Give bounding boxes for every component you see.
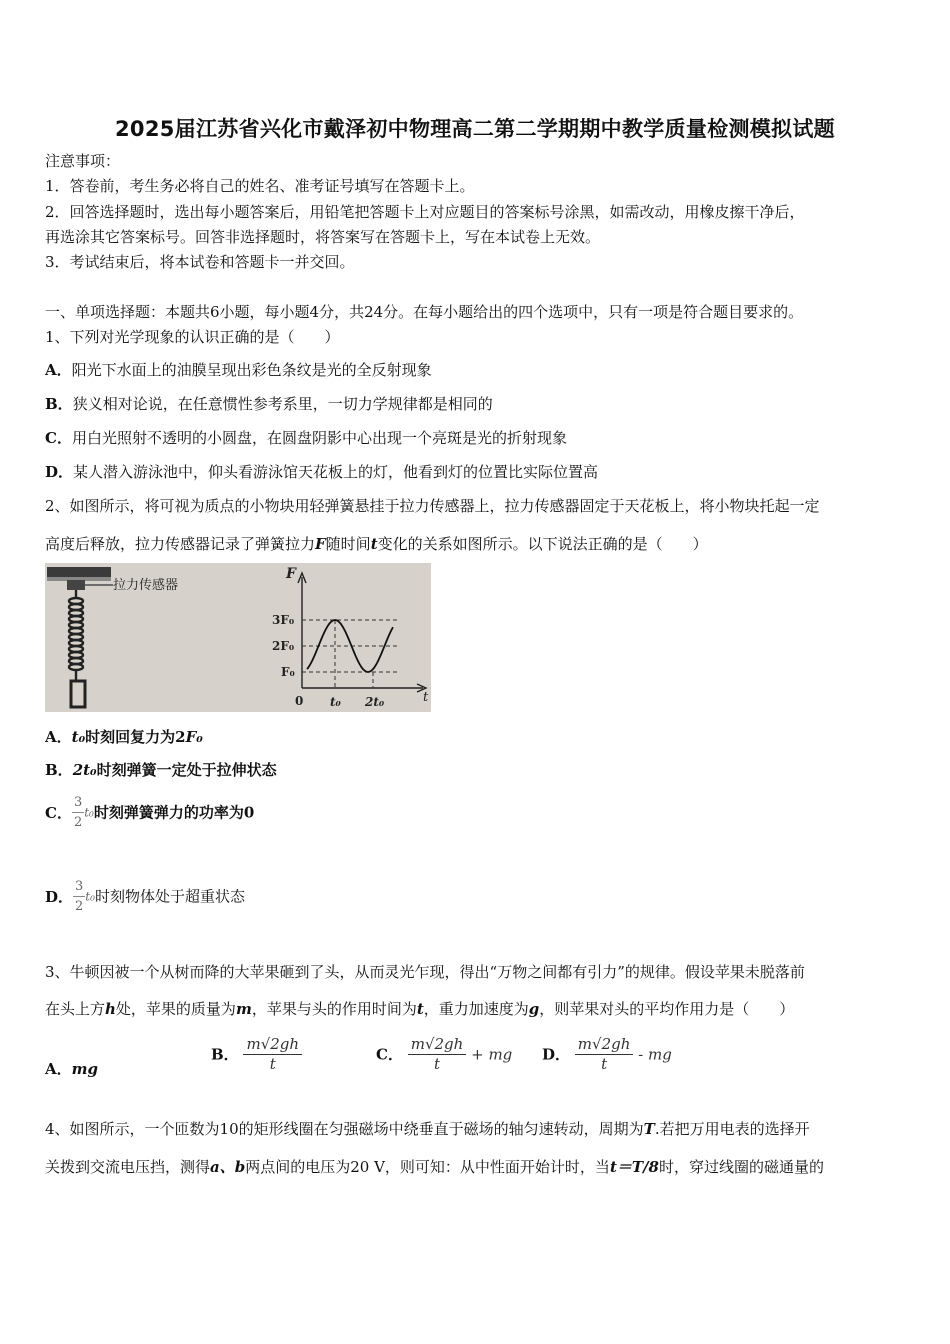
q3-stem-2e: ，则苹果对头的平均作用力是（ ）	[539, 1000, 795, 1018]
xtick-0: 0	[295, 694, 304, 708]
fraction-m-sqrt2gh-over-t	[243, 1037, 302, 1072]
var-T: T	[643, 1120, 655, 1138]
q2-option-a	[45, 727, 203, 747]
q2-b-text: 时刻弹簧一定处于拉伸状态	[96, 761, 277, 779]
option-label: C．	[45, 803, 72, 822]
q3-a-text: mg	[71, 1060, 99, 1078]
q2-a-pre: t₀	[71, 728, 86, 746]
var-ab: a、b	[210, 1158, 246, 1176]
q1-a-text: 阳光下水面上的油膜呈现出彩色条纹是光的全反射现象	[71, 361, 432, 379]
q1-option-d	[45, 462, 598, 482]
frac-den: t	[601, 1055, 608, 1073]
ytick-3F0: 3F₀	[272, 613, 295, 627]
option-label: B．	[211, 1045, 239, 1064]
option-label: D．	[45, 887, 74, 906]
q3-option-d	[542, 1037, 672, 1072]
q3-stem-2c: ，苹果与头的作用时间为	[251, 1000, 417, 1018]
q3-d-tail: - mg	[638, 1045, 672, 1064]
notice-line-2b: 再选涂其它答案标号。回答非选择题时，将答案写在答题卡上，写在本试卷上无效。	[45, 228, 601, 246]
q2-option-c	[45, 796, 254, 829]
frac-num: 3	[73, 880, 85, 897]
frac-num: m√2gh	[575, 1037, 634, 1055]
q4-stem-2c: 时，穿过线圈的磁通量的	[658, 1158, 824, 1176]
q1-option-a	[45, 360, 432, 380]
frac-den: t	[269, 1055, 276, 1073]
q2-c-text: 时刻弹簧弹力的功率为0	[93, 803, 255, 822]
fraction-3-2	[72, 796, 84, 829]
var-F: F	[315, 535, 326, 553]
option-label: B．	[45, 761, 73, 779]
q2-figure	[45, 563, 431, 712]
sensor-label: 拉力传感器	[113, 578, 179, 593]
q3-option-c	[376, 1037, 512, 1072]
q3-option-a	[45, 1059, 98, 1079]
xtick-t0: t₀	[330, 695, 341, 709]
option-label: C．	[376, 1045, 403, 1064]
q2-option-b	[45, 760, 277, 780]
q2-stem-2c: 变化的关系如图所示。以下说法正确的是（ ）	[377, 535, 708, 553]
frac-num: m√2gh	[243, 1037, 302, 1055]
axis-label-F: F	[286, 566, 296, 582]
q2-a-post: F₀	[185, 728, 203, 746]
q4-stem-1a: 4、如图所示，一个匝数为10的矩形线圈在匀强磁场中绕垂直于磁场的轴匀速转动，周期为	[45, 1120, 644, 1138]
q2-stem-2	[45, 534, 708, 554]
q1-option-c	[45, 428, 567, 448]
var-t: t	[370, 535, 378, 553]
q2-stem-2a: 高度后释放，拉力传感器记录了弹簧拉力	[45, 535, 316, 553]
q1-c-text: 用白光照射不透明的小圆盘，在圆盘阴影中心出现一个亮斑是光的折射现象	[71, 429, 567, 447]
q2-stem-2b: 随时间	[325, 535, 371, 553]
q1-d-text: 某人潜入游泳池中，仰头看游泳馆天花板上的灯，他看到灯的位置比实际位置高	[73, 463, 599, 481]
option-label: A．	[45, 728, 72, 746]
frac-num: m√2gh	[408, 1037, 467, 1055]
var-h: h	[105, 1000, 116, 1018]
page-title: 2025届江苏省兴化市戴泽初中物理高二第二学期期中教学质量检测模拟试题	[115, 117, 835, 141]
frac-num: 3	[72, 796, 84, 813]
q2-d-text: 时刻物体处于超重状态	[94, 887, 245, 906]
q1-stem: 1、下列对光学现象的认识正确的是（ ）	[45, 328, 340, 346]
option-label: C．	[45, 429, 72, 447]
frac-var: t₀	[84, 805, 94, 820]
q3-stem-1: 3、牛顿因被一个从树而降的大苹果砸到了头，从而灵光乍现，得出“万物之间都有引力”的规律。假设苹果未脱落前	[45, 963, 805, 981]
var-g: g	[528, 1000, 540, 1018]
frac-den: 2	[73, 815, 83, 830]
q2-b-pre: 2t₀	[72, 761, 97, 779]
q4-stem-2a: 关拨到交流电压挡，测得	[45, 1158, 211, 1176]
q2-figure-svg	[45, 563, 431, 712]
xtick-2t0: 2t₀	[365, 695, 385, 709]
frac-den: 2	[75, 899, 84, 914]
notice-line-2a: 2．回答选择题时，选出每小题答案后，用铅笔把答题卡上对应题目的答案标号涂黑，如需改动，用橡皮擦干净后，	[45, 203, 805, 221]
axis-label-t: t	[423, 690, 429, 705]
option-label: D．	[542, 1045, 571, 1064]
q3-stem-2	[45, 999, 794, 1019]
fraction-m-sqrt2gh-over-t	[408, 1037, 467, 1072]
ytick-2F0: 2F₀	[272, 639, 295, 653]
q1-option-b	[45, 394, 493, 414]
q2-option-d	[45, 880, 245, 913]
q3-stem-2b: 处，苹果的质量为	[115, 1000, 236, 1018]
notice-line-1: 1．答卷前，考生务必将自己的姓名、准考证号填写在答题卡上。	[45, 177, 475, 195]
ceiling-bar	[47, 567, 111, 577]
q4-stem-1b: .若把万用电表的选择开	[654, 1120, 810, 1138]
q4-stem-2b: 两点间的电压为20 V，则可知：从中性面开始计时，当	[245, 1158, 610, 1176]
q3-option-b	[211, 1037, 302, 1072]
q3-stem-2d: ，重力加速度为	[423, 1000, 529, 1018]
q3-stem-2a: 在头上方	[45, 1000, 106, 1018]
frac-var: t₀	[85, 889, 95, 904]
option-label: A．	[45, 1060, 72, 1078]
var-m: m	[235, 1000, 252, 1018]
fraction-m-sqrt2gh-over-t	[575, 1037, 634, 1072]
q3-c-tail: + mg	[471, 1045, 513, 1064]
sensor-box	[67, 580, 85, 590]
var-t-T8: t＝T/8	[609, 1158, 659, 1176]
notice-line-3: 3．考试结束后，将本试卷和答题卡一并交回。	[45, 253, 355, 271]
option-label: D．	[45, 463, 74, 481]
fraction-3-2	[73, 880, 85, 913]
section-heading: 一、单项选择题：本题共6小题，每小题4分，共24分。在每小题给出的四个选项中，只有一项是符合题目要求的。	[45, 303, 804, 321]
q4-stem-1	[45, 1119, 810, 1139]
q1-b-text: 狭义相对论说，在任意惯性参考系里，一切力学规律都是相同的	[72, 395, 493, 413]
option-label: B．	[45, 395, 73, 413]
q2-a-text: 时刻回复力为2	[85, 728, 186, 746]
var-t: t	[416, 1000, 424, 1018]
option-label: A．	[45, 361, 72, 379]
q4-stem-2	[45, 1157, 824, 1177]
q2-stem-1: 2、如图所示，将可视为质点的小物块用轻弹簧悬挂于拉力传感器上，拉力传感器固定于天花板上，将小物块托起一定	[45, 497, 820, 515]
ytick-F0: F₀	[281, 665, 295, 679]
frac-den: t	[434, 1055, 441, 1073]
notice-heading: 注意事项：	[45, 152, 121, 170]
